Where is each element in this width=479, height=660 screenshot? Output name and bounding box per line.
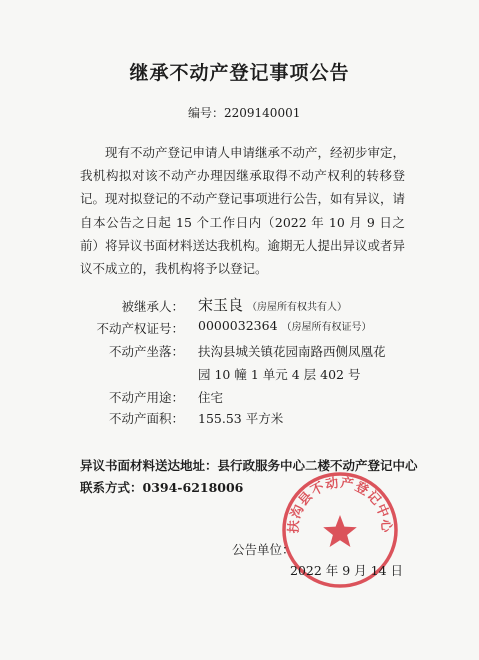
heir-name: 宋玉良 [198, 296, 244, 314]
phone-value: 0394-6218006 [142, 480, 244, 495]
location-line-1: 扶沟县城关镇花园南路西侧凤凰花 [198, 344, 386, 359]
area-value: 155.53 平方米 [198, 411, 284, 426]
document-number: 编号：2209140001 [188, 106, 301, 120]
notice-body [80, 141, 405, 280]
phone-row [80, 478, 243, 496]
address-value: 县行政服务中心二楼不动产登记中心 [217, 458, 418, 473]
seal-star-icon [323, 515, 357, 547]
cert-note: （房屋所有权证号） [281, 322, 372, 333]
heir-value [198, 294, 347, 315]
use-value: 住宅 [198, 390, 224, 405]
heir-note: （房屋所有权共有人） [247, 302, 347, 313]
address-label: 异议书面材料送达地址： [80, 458, 218, 473]
notice-title: 继承不动产登记事项公告 [129, 62, 350, 84]
notice-paragraph: 现有不动产登记申请人申请继承不动产，经初步审定，我机构拟对该不动产办理因继承取得不动产权利的转移登记。现对拟登记的不动产登记事项进行公告，如有异议，请自本公告之日起 15 个工作日内（2022 年 10 月 9 日之前）将异议书面材料送达我机构。逾期无人提出异议或者异议不成立的，我机构将予以登记。 [80, 145, 406, 277]
use-label: 不动产用途： [108, 390, 184, 405]
heir-label: 被继承人： [121, 299, 184, 314]
phone-label: 联系方式： [80, 480, 143, 495]
location-label: 不动产坐落： [108, 344, 184, 359]
location-line-2: 园 10 幢 1 单元 4 层 402 号 [198, 367, 361, 382]
cert-number: 0000032364 [198, 318, 278, 333]
publisher-label: 公告单位： [232, 542, 295, 557]
cert-label: 不动产权证号： [96, 321, 184, 336]
area-label: 不动产面积： [108, 411, 184, 426]
notice-date: 2022 年 9 月 14 日 [290, 563, 404, 578]
cert-value [198, 318, 372, 333]
seal-text: 扶沟县不动产登记中心 [286, 475, 394, 534]
